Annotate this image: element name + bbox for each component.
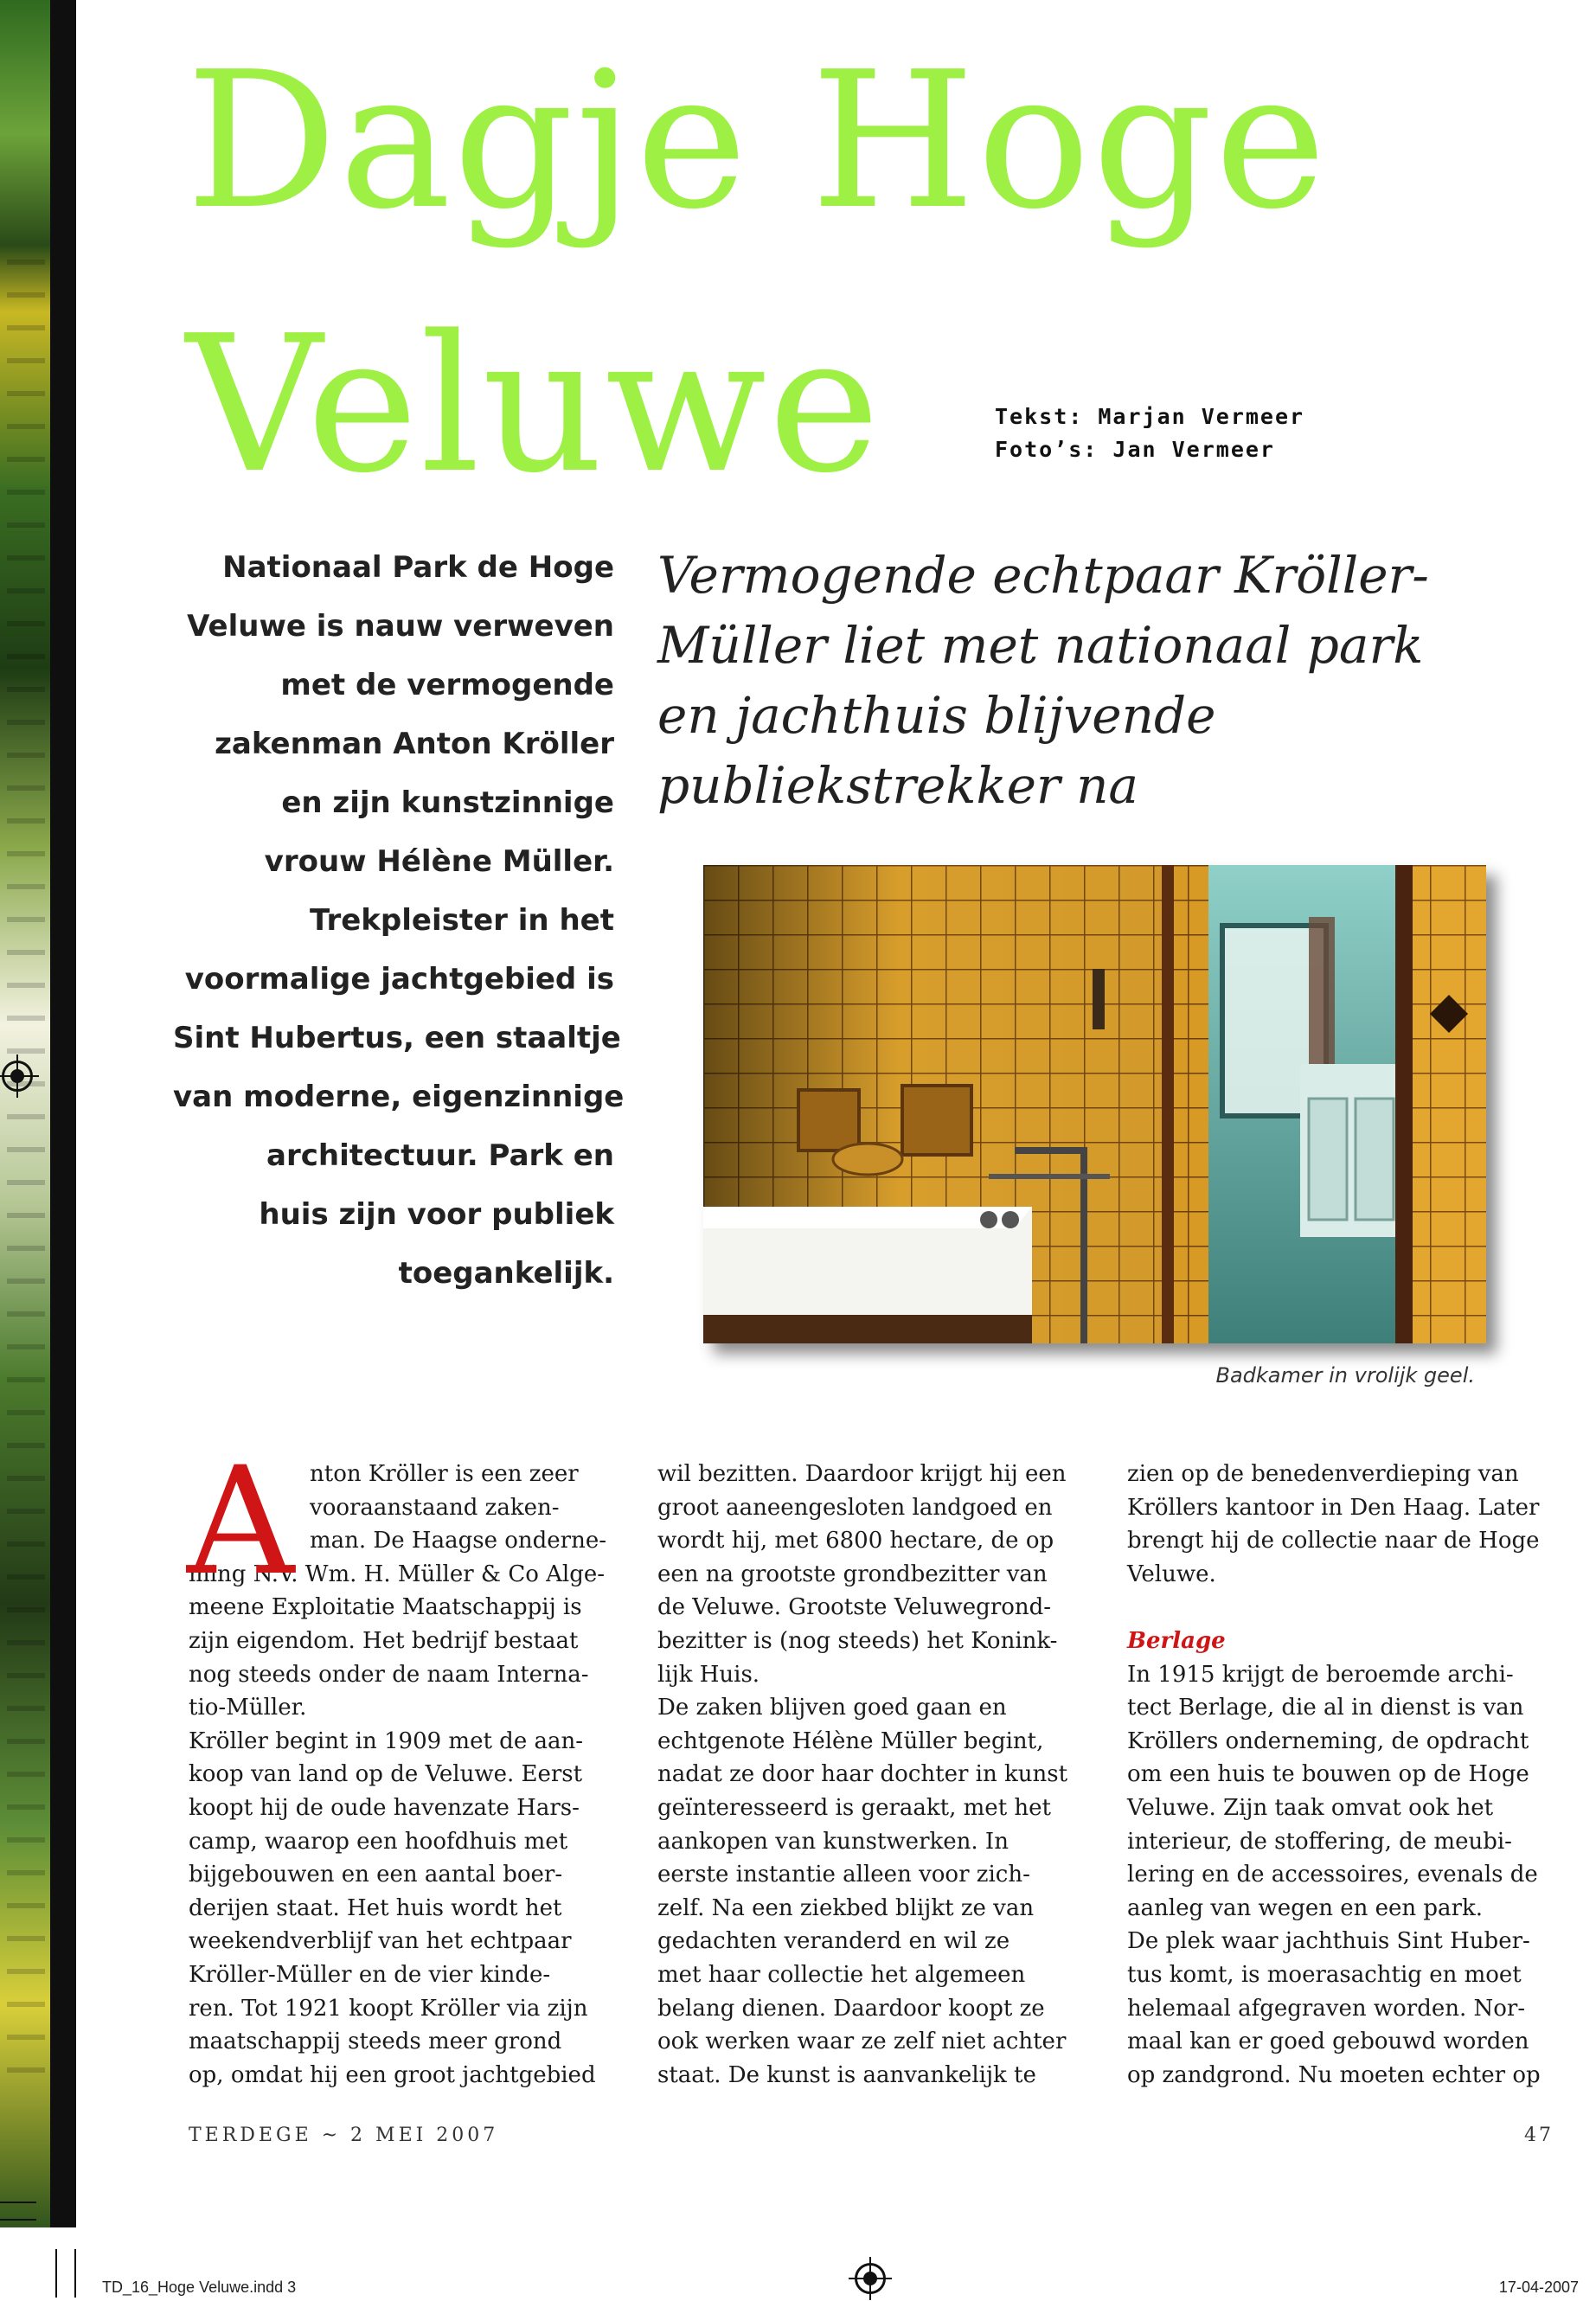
article-line: tect Berlage, die al in dienst is van [1127, 1695, 1524, 1721]
bathroom-illustration [703, 865, 1486, 1343]
article-line: op zandgrond. Nu moeten echter op [1127, 2061, 1541, 2088]
article-line: aanleg van wegen en een park. [1127, 1894, 1484, 1921]
article-line: op, omdat hij een groot jachtgebied [189, 2061, 596, 2088]
intro-line: huis zijn voor publiek [259, 1197, 614, 1232]
article-line: In 1915 krijgt de beroemde archi- [1127, 1661, 1514, 1688]
slug-filename: TD_16_Hoge Veluwe.indd 3 [102, 2279, 297, 2296]
photo-caption: Badkamer in vrolijk geel. [1215, 1363, 1475, 1388]
left-photo-strip [0, 0, 76, 2227]
article-line: Kröllers onderneming, de opdracht [1127, 1727, 1529, 1754]
subtitle-line: en jachthuis blijvende [657, 686, 1216, 745]
article-column-3 [1127, 1458, 1560, 2092]
article-line: koopt hij de oude havenzate Hars- [189, 1794, 580, 1821]
article-line: geïnteresseerd is geraakt, met het [657, 1794, 1051, 1821]
credit-text: Tekst: Marjan Vermeer [995, 404, 1305, 429]
credits [995, 401, 1304, 466]
article-line: maal kan er goed gebouwd worden [1127, 2029, 1529, 2055]
strip-texture [7, 260, 45, 2076]
article-line: nton Kröller is een zeer [310, 1461, 579, 1487]
drop-cap: A [187, 1434, 295, 1608]
registration-mark-icon [2, 1061, 33, 1092]
strip-black-edge [50, 0, 76, 2227]
article-line: staat. De kunst is aanvankelijk te [657, 2061, 1036, 2088]
article-line: Veluwe. [1127, 1561, 1216, 1587]
article-line: weekendverblijf van het echtpaar [189, 1928, 572, 1955]
article-line: meene Exploitatie Maatschappij is [189, 1594, 582, 1621]
slug-date: 17-04-2007 [1498, 2279, 1579, 2296]
intro-line: vrouw Hélène Müller. [264, 844, 614, 879]
article-line: een na grootste grondbezitter van [657, 1561, 1048, 1587]
article-column-2 [657, 1458, 1090, 2092]
article-line: om een huis te bouwen op de Hoge [1127, 1761, 1529, 1788]
article-line: maatschappij steeds meer grond [189, 2029, 562, 2055]
subtitle-line: Müller liet met nationaal park [657, 616, 1424, 675]
article-line: ren. Tot 1921 koopt Kröller via zijn [189, 1995, 588, 2022]
article-line: vooraanstaand zaken- [310, 1494, 560, 1521]
article-line: met haar collectie het algemeen [657, 1961, 1026, 1988]
article-line: belang dienen. Daardoor koopt ze [657, 1995, 1045, 2022]
article-line: eerste instantie alleen voor zich- [657, 1862, 1030, 1888]
article-line: camp, waarop een hoofdhuis met [189, 1828, 568, 1855]
article-line: wordt hij, met 6800 hectare, de op [657, 1528, 1054, 1554]
magazine-footer: TERDEGE ~ 2 MEI 2007 [189, 2125, 499, 2146]
trim-mark [74, 2249, 76, 2298]
article-line: man. De Haagse onderne- [310, 1528, 607, 1554]
intro-line: en zijn kunstzinnige [281, 785, 614, 820]
intro-line: toegankelijk. [398, 1256, 614, 1291]
page-number: 47 [1524, 2125, 1554, 2146]
page-title-line-1: Dagje Hoge [186, 32, 1329, 251]
article-line: De plek waar jachthuis Sint Huber- [1127, 1928, 1530, 1955]
intro-line: Nationaal Park de Hoge [222, 550, 614, 585]
article-line: wil bezitten. Daardoor krijgt hij een [657, 1461, 1067, 1487]
article-line: nog steeds onder de naam Interna- [189, 1661, 589, 1688]
article-line: de Veluwe. Grootste Veluwegrond- [657, 1594, 1052, 1621]
article-line: lijk Huis. [657, 1661, 760, 1688]
article-line: bijgebouwen en een aantal boer- [189, 1862, 563, 1888]
article-line: zijn eigendom. Het bedrijf bestaat [189, 1627, 579, 1654]
article-line: tio-Müller. [189, 1695, 307, 1721]
article-line: ook werken waar ze zelf niet achter [657, 2029, 1067, 2055]
article-line: Kröller-Müller en de vier kinde- [189, 1961, 551, 1988]
intro-line: met de vermogende [280, 668, 614, 702]
article-line: zien op de benedenverdieping van [1127, 1461, 1519, 1487]
article-line: groot aaneengesloten landgoed en [657, 1494, 1053, 1521]
article-line: gedachten veranderd en wil ze [657, 1928, 1010, 1955]
article-line: koop van land op de Veluwe. Eerst [189, 1761, 583, 1788]
article-line: Veluwe. Zijn taak omvat ook het [1127, 1794, 1494, 1821]
intro-line: Trekpleister in het [310, 903, 614, 938]
article-line: interieur, de stoffering, de meubi- [1127, 1828, 1512, 1855]
intro-line: architectuur. Park en [266, 1138, 614, 1173]
subtitle-line: Vermogende echtpaar Kröller- [657, 546, 1429, 605]
article-line: Kröllers kantoor in Den Haag. Later [1127, 1494, 1540, 1521]
intro-line: zakenman Anton Kröller [215, 727, 614, 761]
intro-line: Sint Hubertus, een staaltje [173, 1021, 621, 1055]
article-line: Kröller begint in 1909 met de aan- [189, 1727, 584, 1754]
trim-mark [55, 2249, 57, 2298]
subheading-berlage: Berlage [1127, 1627, 1226, 1654]
article-line: ming N.V. Wm. H. Müller & Co Alge- [189, 1561, 606, 1587]
intro-line: voormalige jachtgebied is [184, 962, 614, 997]
credit-photos: Foto’s: Jan Vermeer [995, 437, 1275, 462]
article-line: lering en de accessoires, evenals de [1127, 1862, 1538, 1888]
trim-mark [0, 2219, 36, 2221]
article-line: bezitter is (nog steeds) het Konink- [657, 1627, 1058, 1654]
trim-mark [0, 2202, 36, 2203]
article-line: nadat ze door haar dochter in kunst [657, 1761, 1068, 1788]
article-line: echtgenote Hélène Müller begint, [657, 1727, 1044, 1754]
article-line: zelf. Na een ziekbed blijkt ze van [657, 1894, 1035, 1921]
page-title-line-2: Veluwe [186, 296, 882, 515]
article-line: aankopen van kunstwerken. In [657, 1828, 1009, 1855]
article-line: tus komt, is moerasachtig en moet [1127, 1961, 1522, 1988]
subtitle-line: publiekstrekker na [657, 756, 1139, 815]
intro-line: van moderne, eigenzinnige [173, 1080, 625, 1114]
article-line: helemaal afgegraven worden. Nor- [1127, 1995, 1526, 2022]
article-line: De zaken blijven goed gaan en [657, 1695, 1007, 1721]
article-line: derijen staat. Het huis wordt het [189, 1894, 562, 1921]
intro-paragraph [173, 538, 625, 1303]
article-column-1 [187, 1434, 621, 2092]
subtitle [657, 541, 1522, 821]
intro-line: Veluwe is nauw verweven [187, 609, 614, 644]
article-line: brengt hij de collectie naar de Hoge [1127, 1528, 1540, 1554]
registration-mark-icon [855, 2263, 886, 2294]
bathroom-photo [703, 865, 1486, 1343]
